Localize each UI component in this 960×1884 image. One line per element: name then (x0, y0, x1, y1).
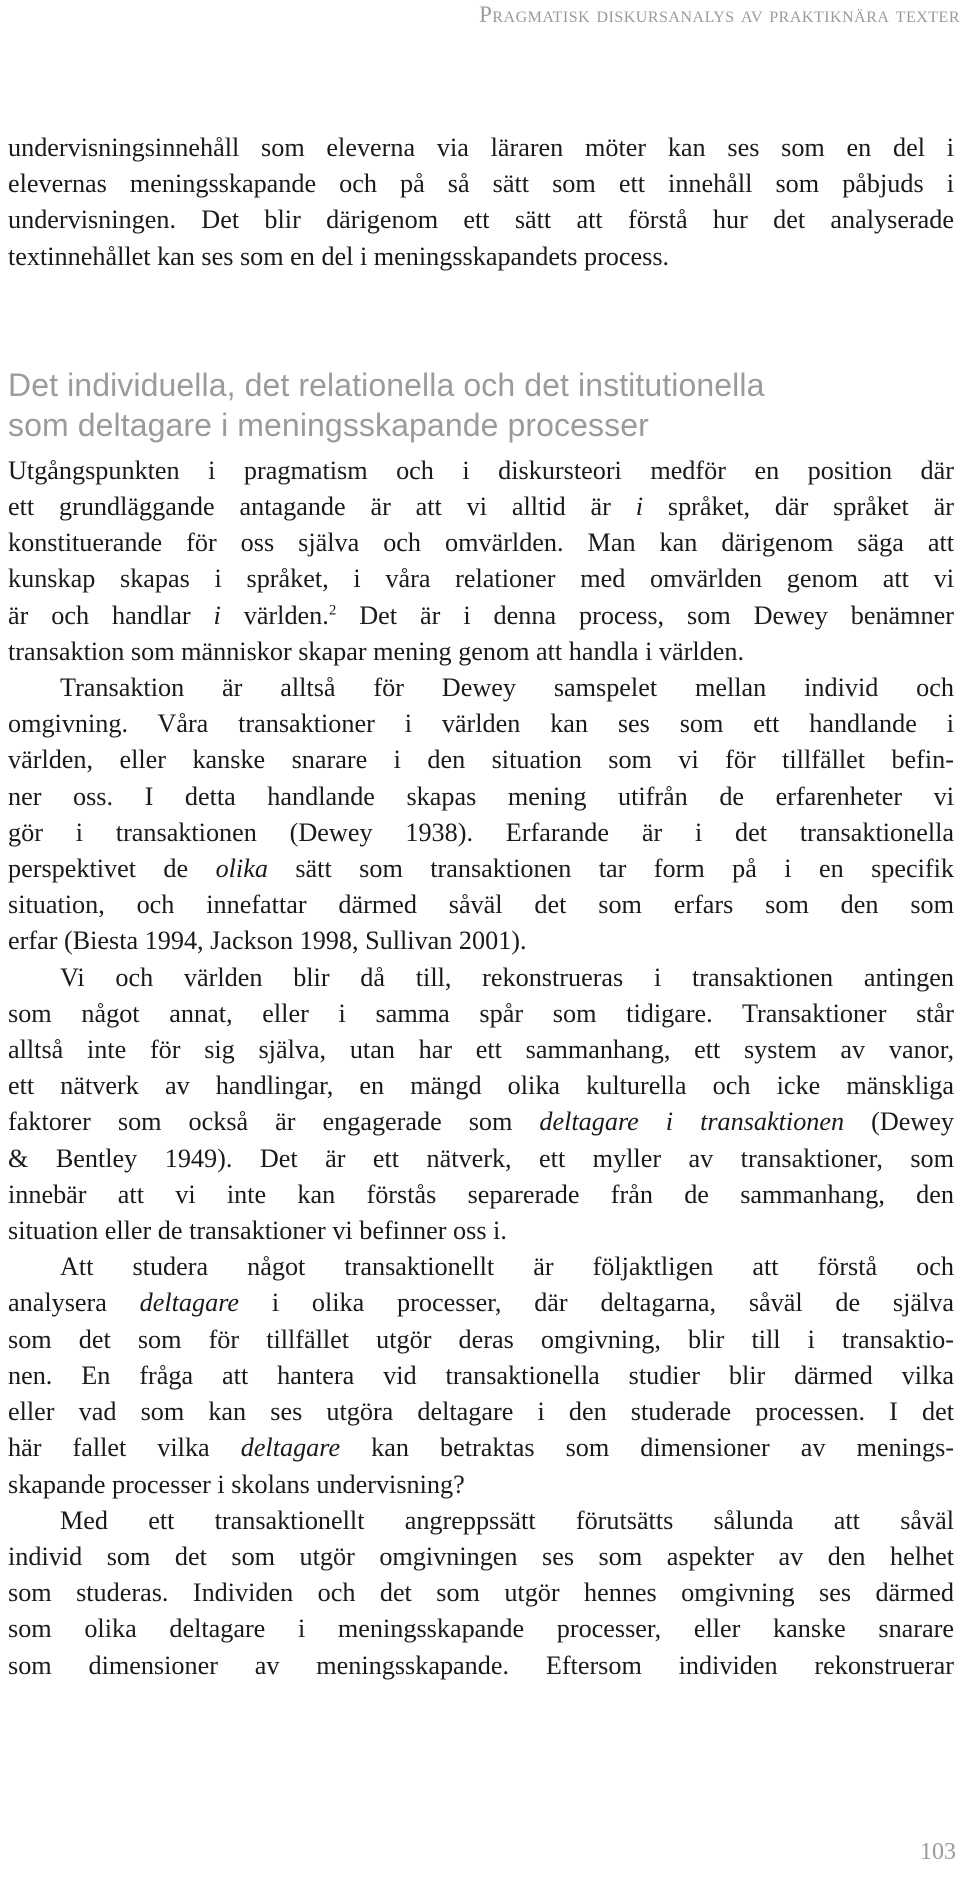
paragraph-3 (8, 960, 954, 1250)
text-line: omgivning. Våra transaktioner i världen kan ses som ett handlande i (8, 709, 954, 739)
text-line: Vi och världen blir då till, rekonstrueras i transaktionen antingen (60, 962, 954, 992)
running-head: Pragmatisk diskursanalys av praktiknära texter (479, 2, 960, 27)
text-line: elevernas meningsskapande och på så sätt som ett innehåll som påbjuds i (8, 169, 954, 199)
italic-text: deltagare (139, 1288, 240, 1318)
italic-text: deltagare i transaktionen (539, 1107, 845, 1137)
italic-text: i (213, 600, 221, 630)
text-line: som studeras. Individen och det som utgör hennes omgivning ses därmed (8, 1578, 954, 1608)
text-line: Att studera något transaktionellt är följaktligen att förstå och (60, 1252, 954, 1282)
text-line: här fallet vilka deltagare kan betraktas som dimensioner av menings- (8, 1433, 954, 1463)
text-line: erfar (Biesta 1994, Jackson 1998, Sullivan 2001). (8, 926, 527, 956)
italic-text: olika (215, 854, 268, 884)
text-line: som olika deltagare i meningsskapande processer, eller kanske snarare (8, 1614, 954, 1644)
text-line: individ som det som utgör omgivningen ses som aspekter av den helhet (8, 1541, 954, 1571)
text-line: är och handlar i världen.$^2$ Det är i denna process, som Dewey benämner (8, 600, 954, 630)
text-line: kunskap skapas i språket, i våra relationer med omvärlden genom att vi (8, 564, 954, 594)
text-line: textinnehållet kan ses som en del i meningsskapandets process. (8, 241, 670, 271)
text-line: Transaktion är alltså för Dewey samspelet mellan individ och (60, 673, 954, 703)
text-line: gör i transaktionen (Dewey 1938). Erfarande är i det transaktionella (8, 817, 954, 847)
text-line: ett grundläggande antagande är att vi alltid är i språket, där språket är (8, 492, 954, 522)
paragraph-1 (8, 453, 954, 670)
heading-line: som deltagare i meningsskapande processer (8, 406, 649, 443)
text-line: världen, eller kanske snarare i den situation som vi för tillfället befin- (8, 745, 954, 775)
text-line: som något annat, eller i samma spår som tidigare. Transaktioner står (8, 998, 954, 1028)
text-line: skapande processer i skolans undervisning? (8, 1469, 465, 1499)
text-line: analysera deltagare i olika processer, där deltagarna, såväl de själva (8, 1288, 954, 1318)
text-line: som dimensioner av meningsskapande. Eftersom individen rekonstruerar (8, 1650, 954, 1680)
page-number: 103 (920, 1839, 956, 1865)
text-line: perspektivet de olika sätt som transaktionen tar form på i en specifik (8, 854, 955, 884)
text-line: situation eller de transaktioner vi befinner oss i. (8, 1216, 507, 1246)
text-line: transaktion som människor skapar mening genom att handla i världen. (8, 636, 744, 666)
section-heading (8, 365, 954, 445)
page-body (8, 130, 954, 1684)
text-line: ner oss. I detta handlande skapas mening utifrån de erfarenheter vi (8, 781, 954, 811)
paragraph-5 (8, 1503, 954, 1684)
text-line: alltså inte för sig själva, utan har ett sammanhang, ett system av vanor, (8, 1035, 954, 1065)
heading-line: Det individuella, det relationella och det institutionella (8, 366, 765, 403)
text-line: nen. En fråga att hantera vid transaktionella studier blir därmed vilka (8, 1360, 954, 1390)
footnote-marker: 2 (328, 601, 337, 618)
text-line: undervisningen. Det blir därigenom ett sätt att förstå hur det analyserade (8, 205, 954, 235)
text-line: situation, och innefattar därmed såväl det som erfars som den som (8, 890, 954, 920)
text-line: ett nätverk av handlingar, en mängd olika kulturella och icke mänskliga (8, 1071, 954, 1101)
paragraph-4 (8, 1249, 954, 1502)
italic-text: i (635, 492, 644, 522)
text-line: Utgångspunkten i pragmatism och i diskursteori medför en position där (8, 455, 954, 485)
text-line: konstituerande för oss själva och omvärlden. Man kan därigenom säga att (8, 528, 954, 558)
text-line: innebär att vi inte kan förstås separerade från de sammanhang, den (8, 1179, 954, 1209)
text-line: & Bentley 1949). Det är ett nätverk, ett myller av transaktioner, som (8, 1143, 954, 1173)
intro-paragraph (8, 130, 954, 275)
paragraph-2 (8, 670, 954, 960)
text-line: faktorer som också är engagerade som deltagare i transaktionen (Dewey (8, 1107, 954, 1137)
text-line: eller vad som kan ses utgöra deltagare i den studerade processen. I det (8, 1397, 954, 1427)
text-line: Med ett transaktionellt angreppssätt förutsätts sålunda att såväl (60, 1505, 954, 1535)
italic-text: deltagare (240, 1433, 341, 1463)
text-line: som det som för tillfället utgör deras omgivning, blir till i transaktio- (8, 1324, 954, 1354)
text-line: undervisningsinnehåll som eleverna via läraren möter kan ses som en del i (8, 133, 954, 162)
